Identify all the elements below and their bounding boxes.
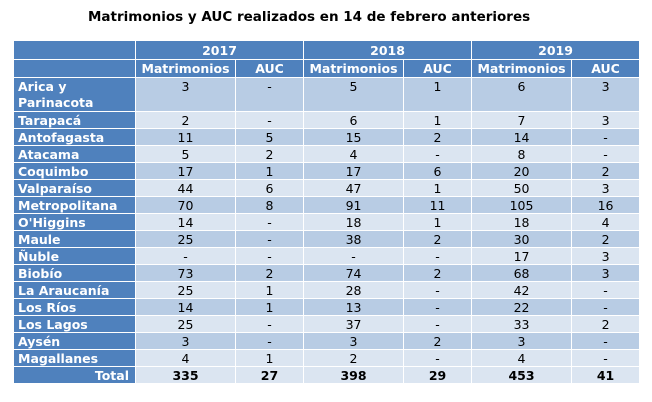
region-cell: Atacama xyxy=(14,146,136,163)
value-cell: 1 xyxy=(404,112,472,129)
region-cell: Metropolitana xyxy=(14,197,136,214)
value-cell: - xyxy=(404,316,472,333)
value-cell: 2 xyxy=(404,231,472,248)
value-cell: 18 xyxy=(472,214,572,231)
table-row xyxy=(14,214,640,231)
value-cell: - xyxy=(304,248,404,265)
total-value-cell: 29 xyxy=(404,367,472,384)
year-header-row xyxy=(14,41,640,60)
value-cell: 2 xyxy=(236,146,304,163)
value-cell: 70 xyxy=(136,197,236,214)
corner-cell xyxy=(14,41,136,60)
column-header: Matrimonios xyxy=(304,60,404,78)
table-title: Matrimonios y AUC realizados en 14 de febrero anteriores xyxy=(88,9,531,25)
value-cell: 8 xyxy=(472,146,572,163)
value-cell: 4 xyxy=(136,350,236,367)
total-value-cell: 41 xyxy=(572,367,640,384)
table-row xyxy=(14,231,640,248)
value-cell: 28 xyxy=(304,282,404,299)
value-cell: 3 xyxy=(572,248,640,265)
value-cell: 91 xyxy=(304,197,404,214)
value-cell: 1 xyxy=(236,163,304,180)
value-cell: 42 xyxy=(472,282,572,299)
table-row xyxy=(14,350,640,367)
total-value-cell: 453 xyxy=(472,367,572,384)
region-cell: Magallanes xyxy=(14,350,136,367)
value-cell: 14 xyxy=(472,129,572,146)
value-cell: 3 xyxy=(572,180,640,197)
table-row xyxy=(14,163,640,180)
value-cell: 1 xyxy=(404,180,472,197)
region-cell: Los Lagos xyxy=(14,316,136,333)
value-cell: - xyxy=(236,333,304,350)
value-cell: 6 xyxy=(236,180,304,197)
value-cell: 1 xyxy=(404,214,472,231)
region-cell: Tarapacá xyxy=(14,112,136,129)
value-cell: 37 xyxy=(304,316,404,333)
value-cell: 3 xyxy=(572,265,640,282)
value-cell: 15 xyxy=(304,129,404,146)
value-cell: 74 xyxy=(304,265,404,282)
table-row xyxy=(14,180,640,197)
value-cell: 4 xyxy=(304,146,404,163)
region-cell: Los Ríos xyxy=(14,299,136,316)
value-cell: 73 xyxy=(136,265,236,282)
value-cell: 2 xyxy=(236,265,304,282)
value-cell: 2 xyxy=(572,316,640,333)
value-cell: - xyxy=(236,78,304,112)
value-cell: 5 xyxy=(304,78,404,112)
value-cell: 16 xyxy=(572,197,640,214)
value-cell: 17 xyxy=(472,248,572,265)
value-cell: 17 xyxy=(136,163,236,180)
region-cell: Coquimbo xyxy=(14,163,136,180)
region-cell: Biobío xyxy=(14,265,136,282)
value-cell: 3 xyxy=(572,78,640,112)
value-cell: - xyxy=(404,146,472,163)
value-cell: - xyxy=(404,282,472,299)
region-cell: Arica y Parinacota xyxy=(14,78,136,112)
value-cell: 47 xyxy=(304,180,404,197)
year-header: 2017 xyxy=(136,41,304,60)
table-row xyxy=(14,78,640,112)
table-row xyxy=(14,316,640,333)
value-cell: - xyxy=(236,231,304,248)
value-cell: 1 xyxy=(404,78,472,112)
value-cell: 3 xyxy=(472,333,572,350)
value-cell: - xyxy=(404,350,472,367)
table-row xyxy=(14,197,640,214)
value-cell: - xyxy=(236,112,304,129)
value-cell: 14 xyxy=(136,214,236,231)
corner-cell xyxy=(14,60,136,78)
region-cell: Aysén xyxy=(14,333,136,350)
value-cell: - xyxy=(404,299,472,316)
total-value-cell: 335 xyxy=(136,367,236,384)
value-cell: 4 xyxy=(472,350,572,367)
table-row xyxy=(14,248,640,265)
total-value-cell: 27 xyxy=(236,367,304,384)
value-cell: 20 xyxy=(472,163,572,180)
total-row xyxy=(14,367,640,384)
column-header: Matrimonios xyxy=(136,60,236,78)
value-cell: - xyxy=(572,129,640,146)
value-cell: - xyxy=(236,214,304,231)
year-header: 2018 xyxy=(304,41,472,60)
value-cell: 5 xyxy=(236,129,304,146)
value-cell: 22 xyxy=(472,299,572,316)
value-cell: 11 xyxy=(136,129,236,146)
value-cell: 6 xyxy=(304,112,404,129)
region-cell: La Araucanía xyxy=(14,282,136,299)
table-row xyxy=(14,333,640,350)
value-cell: 25 xyxy=(136,316,236,333)
value-cell: 3 xyxy=(572,112,640,129)
value-cell: 2 xyxy=(404,265,472,282)
value-cell: 3 xyxy=(136,333,236,350)
value-cell: 1 xyxy=(236,282,304,299)
value-cell: 7 xyxy=(472,112,572,129)
value-cell: 1 xyxy=(236,350,304,367)
region-cell: Ñuble xyxy=(14,248,136,265)
value-cell: 5 xyxy=(136,146,236,163)
value-cell: - xyxy=(136,248,236,265)
table-row xyxy=(14,146,640,163)
table-row xyxy=(14,112,640,129)
region-cell: Antofagasta xyxy=(14,129,136,146)
value-cell: 2 xyxy=(404,129,472,146)
value-cell: 25 xyxy=(136,282,236,299)
value-cell: 68 xyxy=(472,265,572,282)
value-cell: - xyxy=(236,316,304,333)
value-cell: 6 xyxy=(404,163,472,180)
value-cell: 105 xyxy=(472,197,572,214)
year-header: 2019 xyxy=(472,41,640,60)
value-cell: 6 xyxy=(472,78,572,112)
value-cell: - xyxy=(572,299,640,316)
table-row xyxy=(14,265,640,282)
value-cell: 8 xyxy=(236,197,304,214)
value-cell: 3 xyxy=(304,333,404,350)
value-cell: 3 xyxy=(136,78,236,112)
value-cell: 14 xyxy=(136,299,236,316)
value-cell: - xyxy=(572,282,640,299)
region-cell: Valparaíso xyxy=(14,180,136,197)
value-cell: 2 xyxy=(136,112,236,129)
value-cell: 44 xyxy=(136,180,236,197)
value-cell: - xyxy=(572,350,640,367)
column-header: Matrimonios xyxy=(472,60,572,78)
value-cell: 1 xyxy=(236,299,304,316)
column-header: AUC xyxy=(572,60,640,78)
value-cell: 17 xyxy=(304,163,404,180)
value-cell: 18 xyxy=(304,214,404,231)
value-cell: 25 xyxy=(136,231,236,248)
sub-header-row xyxy=(14,60,640,78)
value-cell: 4 xyxy=(572,214,640,231)
total-label: Total xyxy=(14,367,136,384)
value-cell: 33 xyxy=(472,316,572,333)
column-header: AUC xyxy=(236,60,304,78)
table-row xyxy=(14,299,640,316)
value-cell: 2 xyxy=(404,333,472,350)
value-cell: 2 xyxy=(572,231,640,248)
region-cell: O'Higgins xyxy=(14,214,136,231)
data-table xyxy=(13,40,640,384)
column-header: AUC xyxy=(404,60,472,78)
value-cell: - xyxy=(404,248,472,265)
region-cell: Maule xyxy=(14,231,136,248)
value-cell: 2 xyxy=(572,163,640,180)
value-cell: - xyxy=(572,146,640,163)
value-cell: 2 xyxy=(304,350,404,367)
value-cell: - xyxy=(236,248,304,265)
table-row xyxy=(14,129,640,146)
total-value-cell: 398 xyxy=(304,367,404,384)
value-cell: 11 xyxy=(404,197,472,214)
table-row xyxy=(14,282,640,299)
value-cell: 50 xyxy=(472,180,572,197)
value-cell: - xyxy=(572,333,640,350)
value-cell: 38 xyxy=(304,231,404,248)
value-cell: 30 xyxy=(472,231,572,248)
value-cell: 13 xyxy=(304,299,404,316)
